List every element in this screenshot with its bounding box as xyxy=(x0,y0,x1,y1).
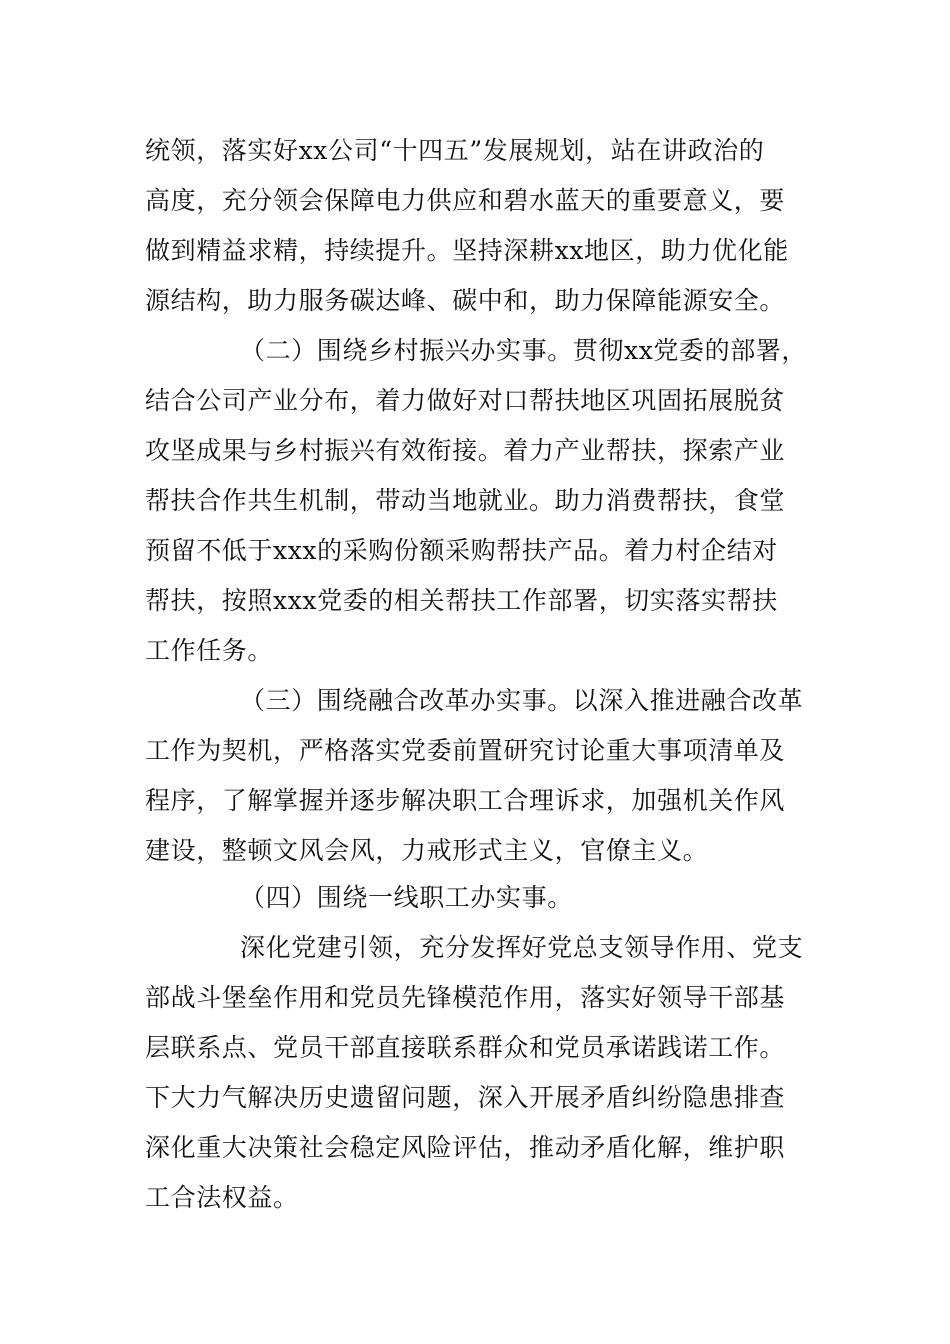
text-line: 高度，充分领会保障电力供应和碧水蓝天的重要意义，要 xyxy=(145,186,786,215)
text-line: 结合公司产业分布，着力做好对口帮扶地区巩固拓展脱贫 xyxy=(145,386,786,415)
text-line: 部战斗堡垒作用和党员先锋模范作用，落实好领导干部基 xyxy=(145,983,786,1012)
section-heading-4: （四）围绕一线职工办实事。 xyxy=(240,883,573,912)
text-line: 做到精益求精，持续提升。坚持深耕xx地区，助力优化能 xyxy=(145,236,789,265)
section-heading-3: （三）围绕融合改革办实事。以深入推进融合改革 xyxy=(240,686,804,715)
text-line: 程序，了解掌握并逐步解决职工合理诉求，加强机关作风 xyxy=(145,786,786,815)
paragraph-start: 深化党建引领，充分发挥好党总支领导作用、党支 xyxy=(240,933,804,962)
text-line: 帮扶合作共生机制，带动当地就业。助力消费帮扶，食堂 xyxy=(145,486,786,515)
text-line: 帮扶，按照xxx党委的相关帮扶工作部署，切实落实帮扶 xyxy=(145,586,778,615)
text-line: 深化重大决策社会稳定风险评估，推动矛盾化解，维护职 xyxy=(145,1133,786,1162)
text-line: 预留不低于xxx的采购份额采购帮扶产品。着力村企结对 xyxy=(145,536,778,565)
text-line: 建设，整顿文风会风，力戒形式主义，官僚主义。 xyxy=(145,836,709,865)
section-heading-2: （二）围绕乡村振兴办实事。贯彻xx党委的部署， xyxy=(240,336,807,365)
text-line: 源结构，助力服务碳达峰、碳中和，助力保障能源安全。 xyxy=(145,286,786,315)
text-line: 工作为契机，严格落实党委前置研究讨论重大事项清单及 xyxy=(145,736,786,765)
text-line: 下大力气解决历史遗留问题，深入开展矛盾纠纷隐患排查 xyxy=(145,1083,786,1112)
text-line: 工合法权益。 xyxy=(145,1183,299,1212)
text-line: 攻坚成果与乡村振兴有效衔接。着力产业帮扶，探索产业 xyxy=(145,436,786,465)
text-line: 统领，落实好xx公司“十四五”发展规划，站在讲政治的 xyxy=(145,136,765,165)
text-line: 层联系点、党员干部直接联系群众和党员承诺践诺工作。 xyxy=(145,1033,786,1062)
text-line: 工作任务。 xyxy=(145,636,274,665)
